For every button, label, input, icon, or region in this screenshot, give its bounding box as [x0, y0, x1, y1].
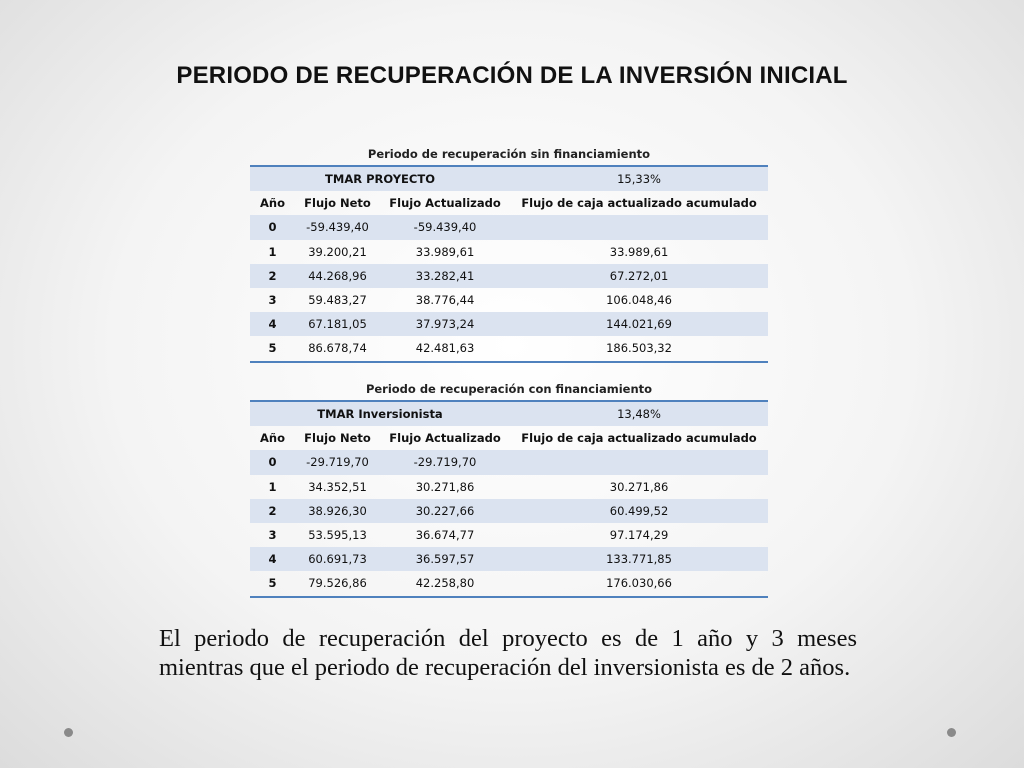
value-cell: 42.258,80 [415, 576, 475, 591]
value-cell: 42.481,63 [415, 341, 475, 356]
data-table [250, 400, 768, 598]
value-cell: 176.030,66 [606, 576, 672, 591]
year-cell: 3 [268, 528, 277, 543]
conclusion-text: El periodo de recuperación del proyecto es de 1 año y 3 meses mientras que el periodo de recuperación del inversionista es de 2 años. [159, 625, 857, 681]
value-cell: 33.989,61 [415, 244, 475, 259]
year-cell: 0 [250, 450, 295, 474]
value-cell: 67.272,01 [510, 264, 768, 288]
value-cell: 33.989,61 [609, 244, 669, 259]
value-cell: 67.181,05 [295, 312, 380, 336]
table-row [250, 571, 768, 596]
year-cell: 1 [268, 479, 277, 494]
value-cell: -29.719,70 [380, 450, 510, 474]
table-row [250, 264, 768, 288]
column-header: Flujo Neto [304, 431, 371, 446]
value-cell: 30.271,86 [609, 479, 669, 494]
year-cell: 5 [268, 341, 277, 356]
table-row [250, 215, 768, 239]
table-row [250, 450, 768, 474]
table-row [250, 523, 768, 547]
table-row [250, 288, 768, 312]
value-cell: -59.439,40 [380, 215, 510, 239]
table-caption: Periodo de recuperación con financiamiento [365, 382, 653, 396]
value-cell: 37.973,24 [380, 312, 510, 336]
value-cell: 36.674,77 [415, 528, 475, 543]
year-cell: 2 [250, 499, 295, 523]
value-cell: -59.439,40 [295, 215, 380, 239]
value-cell: 97.174,29 [609, 528, 669, 543]
bullet-dot-left [64, 728, 73, 737]
value-cell [510, 450, 768, 474]
column-header: Año [260, 196, 285, 211]
value-cell: 86.678,74 [308, 341, 367, 356]
table-row [250, 547, 768, 571]
column-header: Flujo de caja actualizado acumulado [521, 196, 757, 211]
rate-value: 13,48% [510, 401, 768, 426]
value-cell: 30.271,86 [415, 479, 475, 494]
value-cell [510, 215, 768, 239]
year-cell: 5 [268, 576, 277, 591]
column-header: Año [260, 431, 285, 446]
value-cell: 60.499,52 [510, 499, 768, 523]
value-cell: 79.526,86 [308, 576, 367, 591]
column-header: Flujo Actualizado [389, 431, 501, 446]
year-cell: 4 [250, 547, 295, 571]
table-con-financiamiento [250, 378, 768, 598]
value-cell: 39.200,21 [308, 244, 367, 259]
rate-label: TMAR PROYECTO [250, 166, 510, 191]
value-cell: -29.719,70 [295, 450, 380, 474]
data-table [250, 165, 768, 363]
value-cell: 60.691,73 [295, 547, 380, 571]
value-cell: 34.352,51 [308, 479, 367, 494]
value-cell: 44.268,96 [295, 264, 380, 288]
table-row [250, 312, 768, 336]
bullet-dot-right [947, 728, 956, 737]
header-row [250, 191, 768, 215]
header-row [250, 426, 768, 450]
table-caption: Periodo de recuperación sin financiamiento [367, 147, 651, 161]
value-cell: 38.776,44 [415, 293, 475, 308]
value-cell: 133.771,85 [510, 547, 768, 571]
value-cell: 106.048,46 [606, 293, 672, 308]
column-header: Flujo Neto [304, 196, 371, 211]
slide-title: PERIODO DE RECUPERACIÓN DE LA INVERSIÓN INICIAL [176, 62, 848, 89]
value-cell: 38.926,30 [295, 499, 380, 523]
year-cell: 4 [250, 312, 295, 336]
value-cell: 53.595,13 [308, 528, 367, 543]
table-sin-financiamiento [250, 143, 768, 363]
value-cell: 186.503,32 [606, 341, 672, 356]
table-row [250, 336, 768, 361]
rate-row [250, 401, 768, 426]
rate-value: 15,33% [510, 166, 768, 191]
column-header: Flujo Actualizado [389, 196, 501, 211]
value-cell: 30.227,66 [380, 499, 510, 523]
table-row [250, 240, 768, 264]
rate-row [250, 166, 768, 191]
year-cell: 1 [268, 244, 277, 259]
column-header: Flujo de caja actualizado acumulado [521, 431, 757, 446]
year-cell: 2 [250, 264, 295, 288]
value-cell: 59.483,27 [308, 293, 367, 308]
table-row [250, 499, 768, 523]
year-cell: 3 [268, 293, 277, 308]
value-cell: 33.282,41 [380, 264, 510, 288]
table-row [250, 475, 768, 499]
value-cell: 144.021,69 [510, 312, 768, 336]
year-cell: 0 [250, 215, 295, 239]
rate-label: TMAR Inversionista [250, 401, 510, 426]
value-cell: 36.597,57 [380, 547, 510, 571]
